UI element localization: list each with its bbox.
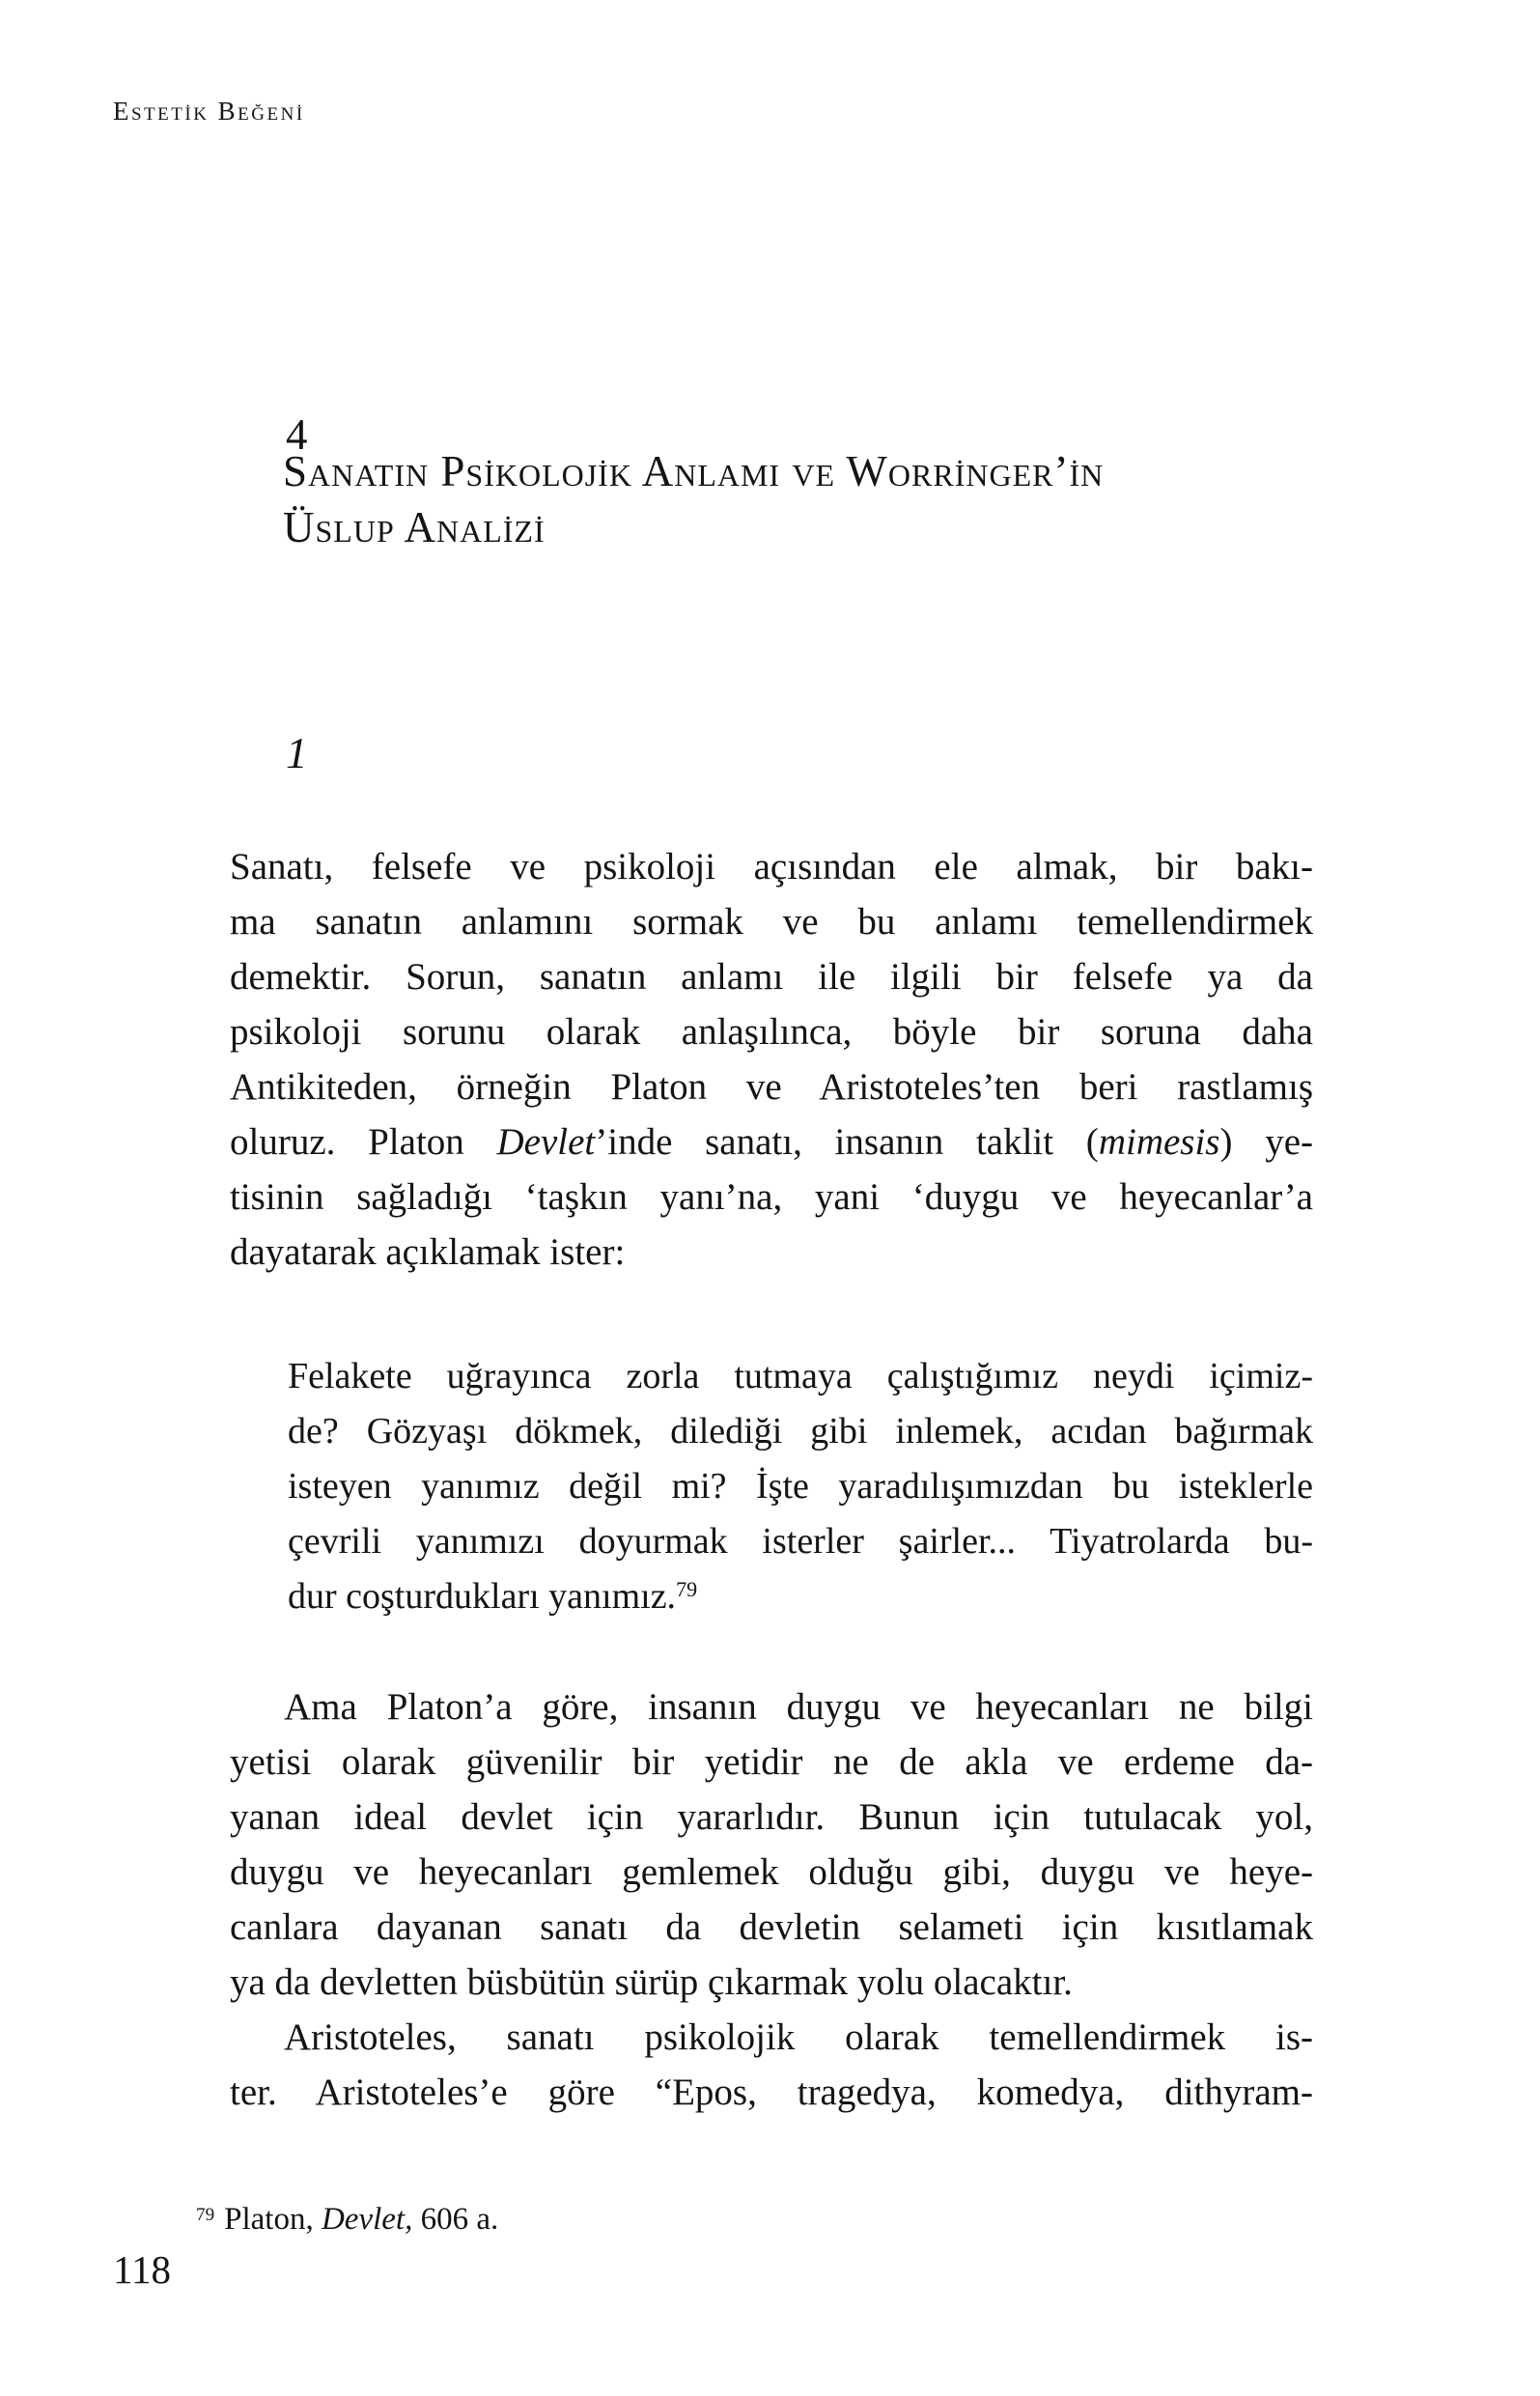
text-segment: Ama Platon’a göre, insanın duygu ve heyecanları ne bilgi xyxy=(284,1686,1313,1728)
text-segment: oluruz. Platon xyxy=(230,1121,497,1163)
footnote xyxy=(196,2200,498,2239)
italic-text: Devlet xyxy=(496,1121,596,1163)
text-line xyxy=(230,1845,1313,1900)
text-line xyxy=(288,1404,1313,1459)
text-segment: yanan ideal devlet için yararlıdır. Bunun için tutulacak yol, xyxy=(230,1796,1313,1838)
italic-text: mimesis xyxy=(1098,1121,1220,1163)
text-line xyxy=(288,1459,1313,1514)
text-line xyxy=(288,1569,1313,1624)
text-segment: Felakete uğrayınca zorla tutmaya çalıştığımız neydi içimiz- xyxy=(288,1356,1313,1396)
body-text xyxy=(230,839,1313,2120)
text-line xyxy=(230,1004,1313,1059)
text-segment: dayatarak açıklamak ister: xyxy=(230,1231,626,1273)
chapter-title-line-1: Sanatın Psikolojik Anlamı ve Worringer’in xyxy=(283,447,1105,495)
text-segment: canlara dayanan sanatı da devletin selameti için kısıtlamak xyxy=(230,1906,1313,1948)
chapter-title xyxy=(283,443,1345,555)
text-line xyxy=(230,1225,1313,1280)
text-line xyxy=(230,949,1313,1004)
text-line xyxy=(230,1790,1313,1845)
text-segment: ter. Aristoteles’e göre “Epos, tragedya, komedya, dithyram- xyxy=(230,2072,1313,2113)
text-line xyxy=(230,1679,1313,1734)
running-head: Estetik Beğeni xyxy=(113,97,305,126)
footnote-italic-title: Devlet, xyxy=(321,2202,413,2237)
text-segment: tisinin sağladığı ‘taşkın yanı’na, yani ‘duygu ve heyecanlar’a xyxy=(230,1176,1313,1218)
chapter-title-line-2: Üslup Analizi xyxy=(283,503,546,551)
text-segment: Aristoteles, sanatı psikolojik olarak temellendirmek is- xyxy=(284,2016,1313,2058)
text-line xyxy=(230,1114,1313,1170)
text-segment: ma sanatın anlamını sormak ve bu anlamı temellendirmek xyxy=(230,901,1313,943)
block-quote xyxy=(288,1349,1313,1624)
paragraph xyxy=(230,839,1313,1280)
text-line xyxy=(230,1955,1313,2010)
text-segment: Antikiteden, örneğin Platon ve Aristoteles’ten beri rastlamış xyxy=(230,1066,1313,1108)
paragraph xyxy=(230,2010,1313,2120)
footnote-text-segment: Platon, xyxy=(224,2202,322,2237)
text-segment: çevrili yanımızı doyurmak isterler şairler... Tiyatrolarda bu- xyxy=(288,1521,1313,1562)
text-segment: duygu ve heyecanları gemlemek olduğu gibi, duygu ve heye- xyxy=(230,1851,1313,1893)
text-line xyxy=(230,1734,1313,1790)
text-segment: de? Gözyaşı dökmek, dilediği gibi inlemek, acıdan bağırmak xyxy=(288,1411,1313,1452)
paragraph xyxy=(230,1679,1313,2010)
section-number: 1 xyxy=(286,729,308,777)
text-segment: ’inde sanatı, insanın taklit ( xyxy=(595,1121,1099,1163)
text-segment: psikoloji sorunu olarak anlaşılınca, böyle bir soruna daha xyxy=(230,1011,1313,1053)
text-line xyxy=(288,1349,1313,1404)
text-segment: isteyen yanımız değil mi? İşte yaradılışımızdan bu isteklerle xyxy=(288,1466,1313,1507)
text-segment: demektir. Sorun, sanatın anlamı ile ilgili bir felsefe ya da xyxy=(230,956,1313,998)
footnote-marker: 79 xyxy=(196,2205,215,2226)
footnote-text-segment: 606 a. xyxy=(412,2202,499,2237)
text-line xyxy=(230,1900,1313,1955)
text-segment: ) ye- xyxy=(1219,1121,1313,1163)
footnote-ref: 79 xyxy=(676,1576,698,1601)
text-line xyxy=(230,1170,1313,1225)
text-line xyxy=(230,2065,1313,2120)
text-segment: dur coşturdukları yanımız. xyxy=(288,1576,677,1617)
page-number: 118 xyxy=(113,2247,171,2292)
text-line xyxy=(230,1059,1313,1114)
text-segment: ya da devletten büsbütün sürüp çıkarmak yolu olacaktır. xyxy=(230,1961,1073,2003)
text-line xyxy=(288,1514,1313,1569)
text-line xyxy=(230,839,1313,894)
text-segment: Sanatı, felsefe ve psikoloji açısından ele almak, bir bakı- xyxy=(230,846,1313,888)
text-line xyxy=(230,894,1313,949)
chapter-number: 4 xyxy=(286,410,308,459)
text-line xyxy=(230,2010,1313,2065)
text-segment: yetisi olarak güvenilir bir yetidir ne de akla ve erdeme da- xyxy=(230,1741,1313,1783)
